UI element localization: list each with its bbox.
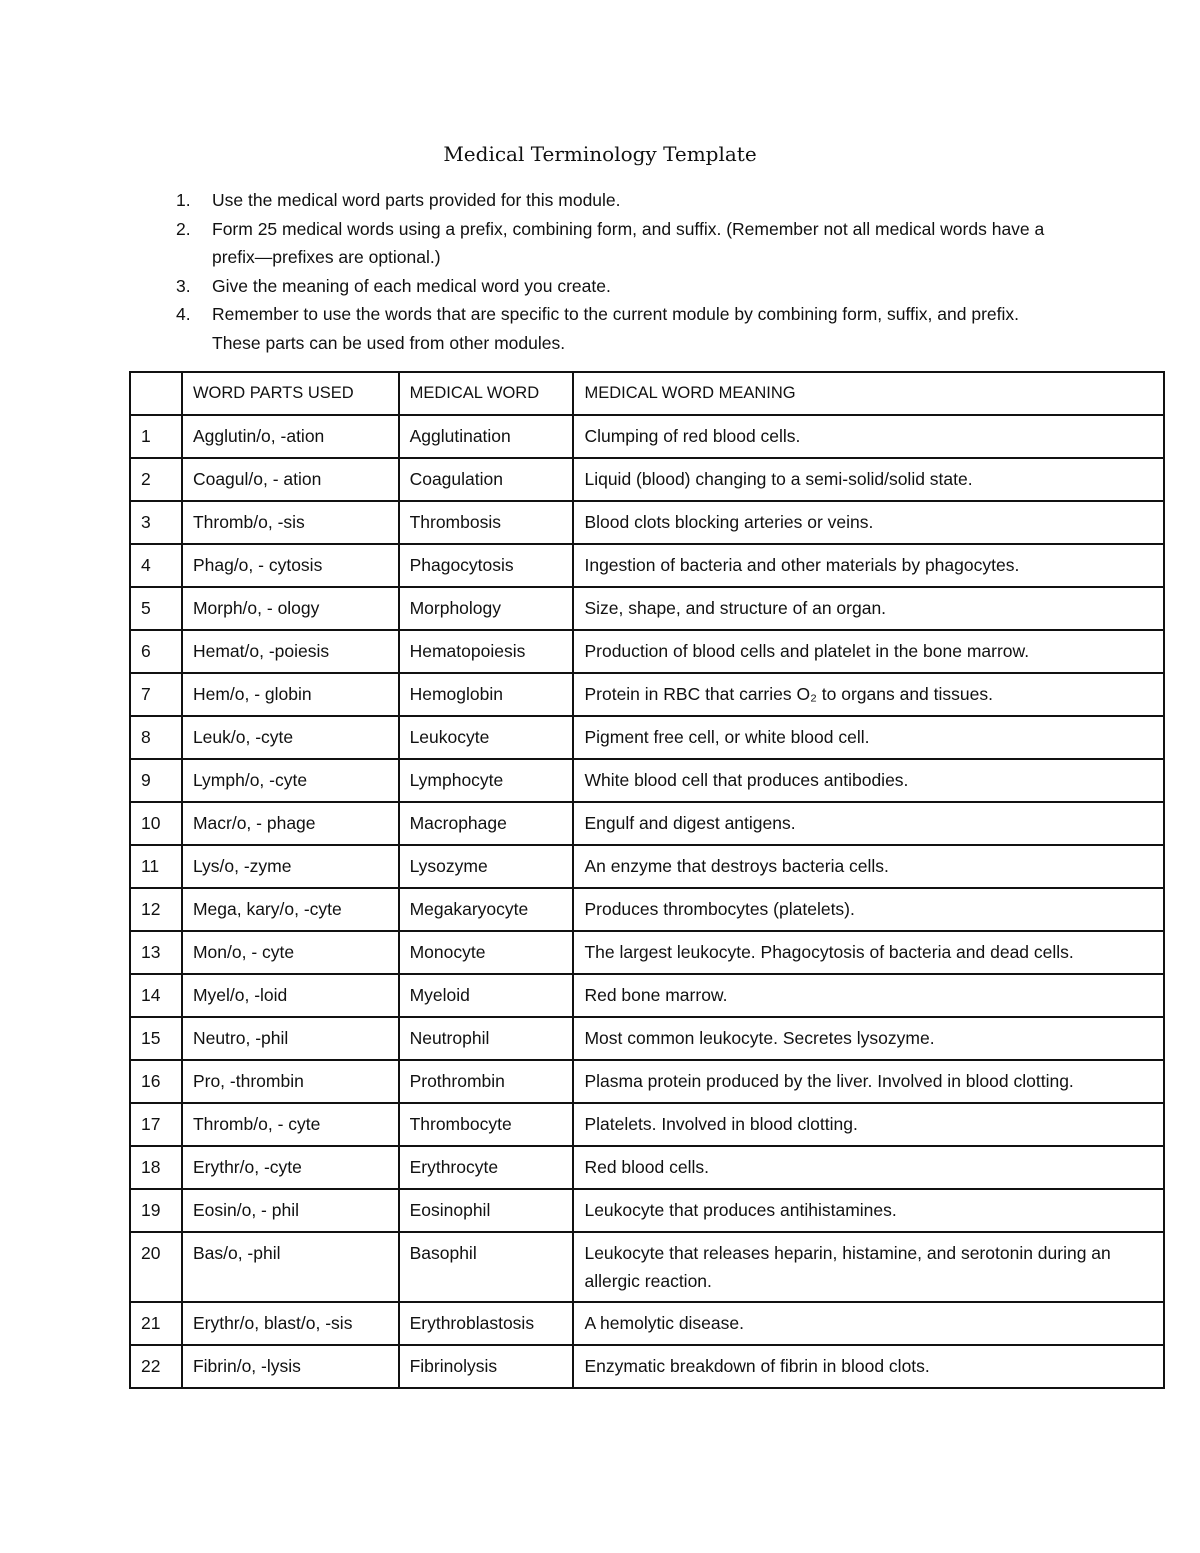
medical-word-cell: Basophil [399, 1232, 574, 1302]
meaning-cell: Engulf and digest antigens. [573, 802, 1164, 845]
row-number: 15 [130, 1017, 182, 1060]
meaning-cell: Ingestion of bacteria and other materials by phagocytes. [573, 544, 1164, 587]
medical-word-cell: Hemoglobin [399, 673, 574, 716]
table-row [130, 759, 1164, 802]
row-number: 11 [130, 845, 182, 888]
word-parts-cell: Macr/o, - phage [182, 802, 399, 845]
medical-word-cell: Erythroblastosis [399, 1302, 574, 1345]
row-number: 14 [130, 974, 182, 1017]
table-row [130, 544, 1164, 587]
medical-word-cell: Neutrophil [399, 1017, 574, 1060]
header-number [130, 372, 182, 415]
word-parts-cell: Leuk/o, -cyte [182, 716, 399, 759]
medical-word-cell: Fibrinolysis [399, 1345, 574, 1388]
row-number: 16 [130, 1060, 182, 1103]
medical-word-cell: Thrombocyte [399, 1103, 574, 1146]
row-number: 2 [130, 458, 182, 501]
instruction-number: 4. [176, 304, 191, 324]
medical-word-cell: Lymphocyte [399, 759, 574, 802]
table-header-row [130, 372, 1164, 415]
word-parts-cell: Erythr/o, -cyte [182, 1146, 399, 1189]
word-parts-cell: Coagul/o, - ation [182, 458, 399, 501]
row-number: 8 [130, 716, 182, 759]
row-number: 6 [130, 630, 182, 673]
table-row [130, 673, 1164, 716]
meaning-cell: Protein in RBC that carries O₂ to organs and tissues. [573, 673, 1164, 716]
medical-word-cell: Morphology [399, 587, 574, 630]
table-row [130, 1189, 1164, 1232]
medical-word-cell: Leukocyte [399, 716, 574, 759]
table-row [130, 1146, 1164, 1189]
medical-word-cell: Phagocytosis [399, 544, 574, 587]
row-number: 21 [130, 1302, 182, 1345]
meaning-cell: Plasma protein produced by the liver. Involved in blood clotting. [573, 1060, 1164, 1103]
table-row [130, 716, 1164, 759]
instructions-list [176, 186, 1056, 357]
table-body [130, 415, 1164, 1388]
page-title: Medical Terminology Template [443, 142, 757, 166]
word-parts-cell: Lymph/o, -cyte [182, 759, 399, 802]
row-number: 13 [130, 931, 182, 974]
instruction-text: Form 25 medical words using a prefix, combining form, and suffix. (Remember not all medical words have a prefix—prefixes are optional.) [212, 218, 1045, 267]
medical-word-cell: Megakaryocyte [399, 888, 574, 931]
medical-word-cell: Myeloid [399, 974, 574, 1017]
meaning-cell: Leukocyte that releases heparin, histamine, and serotonin during an allergic reaction. [573, 1232, 1164, 1302]
row-number: 4 [130, 544, 182, 587]
meaning-cell: Size, shape, and structure of an organ. [573, 587, 1164, 630]
word-parts-cell: Pro, -thrombin [182, 1060, 399, 1103]
table-row [130, 587, 1164, 630]
medical-word-cell: Macrophage [399, 802, 574, 845]
meaning-cell: Produces thrombocytes (platelets). [573, 888, 1164, 931]
word-parts-cell: Lys/o, -zyme [182, 845, 399, 888]
medical-word-cell: Agglutination [399, 415, 574, 458]
word-parts-cell: Morph/o, - ology [182, 587, 399, 630]
table-row [130, 845, 1164, 888]
instruction-text: Use the medical word parts provided for this module. [212, 190, 621, 210]
row-number: 1 [130, 415, 182, 458]
medical-word-cell: Monocyte [399, 931, 574, 974]
table-row [130, 974, 1164, 1017]
row-number: 17 [130, 1103, 182, 1146]
word-parts-cell: Hemat/o, -poiesis [182, 630, 399, 673]
table-row [130, 1060, 1164, 1103]
instruction-item [176, 215, 1056, 272]
row-number: 19 [130, 1189, 182, 1232]
table-row [130, 1232, 1164, 1302]
row-number: 22 [130, 1345, 182, 1388]
instruction-text: Remember to use the words that are specific to the current module by combining form, suffix, and prefix. These parts can be used from other modules. [212, 304, 1019, 353]
word-parts-cell: Bas/o, -phil [182, 1232, 399, 1302]
meaning-cell: Clumping of red blood cells. [573, 415, 1164, 458]
instruction-number: 2. [176, 218, 191, 239]
medical-word-cell: Eosinophil [399, 1189, 574, 1232]
word-parts-cell: Hem/o, - globin [182, 673, 399, 716]
instruction-number: 3. [176, 275, 191, 296]
header-meaning: MEDICAL WORD MEANING [573, 372, 1164, 415]
word-parts-cell: Erythr/o, blast/o, -sis [182, 1302, 399, 1345]
word-parts-cell: Neutro, -phil [182, 1017, 399, 1060]
word-parts-cell: Mon/o, - cyte [182, 931, 399, 974]
meaning-cell: The largest leukocyte. Phagocytosis of bacteria and dead cells. [573, 931, 1164, 974]
meaning-cell: Pigment free cell, or white blood cell. [573, 716, 1164, 759]
word-parts-cell: Thromb/o, - cyte [182, 1103, 399, 1146]
instruction-item [176, 300, 1056, 357]
word-parts-cell: Mega, kary/o, -cyte [182, 888, 399, 931]
table-row [130, 630, 1164, 673]
word-parts-cell: Agglutin/o, -ation [182, 415, 399, 458]
meaning-cell: Liquid (blood) changing to a semi-solid/solid state. [573, 458, 1164, 501]
meaning-cell: An enzyme that destroys bacteria cells. [573, 845, 1164, 888]
meaning-cell: Red blood cells. [573, 1146, 1164, 1189]
row-number: 18 [130, 1146, 182, 1189]
word-parts-cell: Phag/o, - cytosis [182, 544, 399, 587]
meaning-cell: Blood clots blocking arteries or veins. [573, 501, 1164, 544]
instruction-number: 1. [176, 190, 191, 210]
meaning-cell: Enzymatic breakdown of fibrin in blood clots. [573, 1345, 1164, 1388]
word-parts-cell: Myel/o, -loid [182, 974, 399, 1017]
medical-word-cell: Erythrocyte [399, 1146, 574, 1189]
header-medical-word: MEDICAL WORD [399, 372, 574, 415]
word-parts-cell: Thromb/o, -sis [182, 501, 399, 544]
table-row [130, 458, 1164, 501]
meaning-cell: Production of blood cells and platelet in the bone marrow. [573, 630, 1164, 673]
table-row [130, 888, 1164, 931]
table-row [130, 1345, 1164, 1388]
row-number: 9 [130, 759, 182, 802]
table-row [130, 415, 1164, 458]
table-row [130, 931, 1164, 974]
medical-word-cell: Hematopoiesis [399, 630, 574, 673]
row-number: 7 [130, 673, 182, 716]
meaning-cell: White blood cell that produces antibodies. [573, 759, 1164, 802]
table-row [130, 1017, 1164, 1060]
table-row [130, 1103, 1164, 1146]
terminology-table [129, 371, 1165, 1389]
row-number: 10 [130, 802, 182, 845]
medical-word-cell: Lysozyme [399, 845, 574, 888]
medical-word-cell: Prothrombin [399, 1060, 574, 1103]
instruction-text: Give the meaning of each medical word you create. [212, 275, 611, 296]
table-row [130, 802, 1164, 845]
medical-word-cell: Thrombosis [399, 501, 574, 544]
meaning-cell: Red bone marrow. [573, 974, 1164, 1017]
word-parts-cell: Eosin/o, - phil [182, 1189, 399, 1232]
row-number: 20 [130, 1232, 182, 1302]
instruction-item [176, 186, 1056, 215]
meaning-cell: Platelets. Involved in blood clotting. [573, 1103, 1164, 1146]
row-number: 5 [130, 587, 182, 630]
table-row [130, 1302, 1164, 1345]
instruction-item [176, 272, 1056, 301]
row-number: 12 [130, 888, 182, 931]
header-word-parts: WORD PARTS USED [182, 372, 399, 415]
meaning-cell: A hemolytic disease. [573, 1302, 1164, 1345]
meaning-cell: Most common leukocyte. Secretes lysozyme. [573, 1017, 1164, 1060]
row-number: 3 [130, 501, 182, 544]
meaning-cell: Leukocyte that produces antihistamines. [573, 1189, 1164, 1232]
medical-word-cell: Coagulation [399, 458, 574, 501]
word-parts-cell: Fibrin/o, -lysis [182, 1345, 399, 1388]
table-row [130, 501, 1164, 544]
